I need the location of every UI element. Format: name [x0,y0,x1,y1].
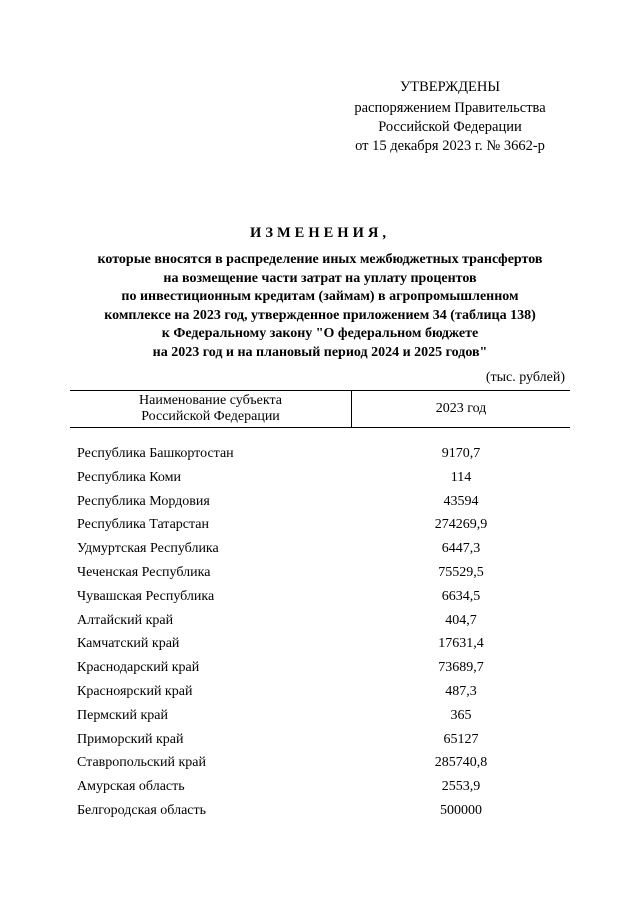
table-row [70,442,570,466]
approval-heading: УТВЕРЖДЕНЫ [399,79,501,95]
amount-value: 75529,5 [438,564,484,580]
subtitle-line: комплексе на 2023 год, утвержденное приложением 34 (таблица 138) [104,307,536,323]
amount-value: 404,7 [445,612,477,628]
region-name: Красноярский край [77,683,193,699]
region-name: Республика Башкортостан [77,446,234,461]
column-header-region [70,391,352,427]
table-row [70,632,570,656]
amount-value: 114 [450,469,472,485]
amount-value: 17631,4 [438,636,484,652]
column-header-line: Наименование субъекта [139,393,282,408]
table-row [70,656,570,680]
table-row [70,585,570,609]
table-row [70,704,570,728]
amount-value: 65127 [443,731,479,747]
table-row [70,799,570,823]
approval-line: Российской Федерации [378,119,522,135]
approval-line: от 15 декабря 2023 г. № 3662-р [355,138,545,154]
amount-value: 6447,3 [441,541,481,557]
amount-value: 500000 [440,802,482,818]
table-row [70,775,570,799]
region-name: Чеченская Республика [77,564,211,580]
amount-value: 285740,8 [434,755,488,771]
approval-line: распоряжением Правительства [354,100,546,116]
table-row [70,728,570,752]
region-name: Ставропольский край [77,755,206,771]
units-label: (тыс. рублей) [485,370,565,385]
amount-value: 6634,5 [441,588,481,604]
table-row [70,513,570,537]
amount-value: 73689,7 [438,660,484,676]
amount-value: 487,3 [445,683,477,699]
region-name: Республика Татарстан [77,517,210,533]
table-row [70,680,570,704]
amount-value: 2553,9 [441,779,481,795]
region-name: Республика Мордовия [77,493,210,509]
table-row [70,751,570,775]
subtitle-line: на 2023 год и на плановый период 2024 и 2025 годов" [152,344,488,360]
table-row [70,561,570,585]
amount-value: 274269,9 [434,517,488,533]
table-body [70,442,570,823]
region-name: Краснодарский край [77,660,200,676]
region-name: Чувашская Республика [77,588,215,604]
region-name: Республика Коми [77,469,181,485]
table-header [70,390,570,428]
region-name: Камчатский край [77,636,180,652]
table-row [70,490,570,514]
document-subtitle [60,251,580,362]
subtitle-line: которые вносятся в распределение иных межбюджетных трансфертов [97,252,543,267]
region-name: Удмуртская Республика [77,541,219,557]
amount-value: 43594 [443,493,479,509]
region-name: Пермский край [77,707,168,723]
amount-value: 365 [450,707,472,723]
subtitle-line: на возмещение части затрат на уплату процентов [163,270,477,286]
column-header-year: 2023 год [435,401,487,416]
table-row [70,537,570,561]
region-name: Амурская область [77,779,185,795]
column-header-line: Российской Федерации [141,409,280,424]
region-name: Алтайский край [77,612,174,628]
subtitle-line: к Федеральному закону "О федеральном бюджете [161,326,479,341]
approval-stamp [340,78,560,156]
table-row [70,609,570,633]
table-row [70,466,570,490]
region-name: Белгородская область [77,802,207,818]
amount-value: 9170,7 [441,446,481,461]
subtitle-line: по инвестиционным кредитам (займам) в агропромышленном [121,289,519,304]
region-name: Приморский край [77,731,184,747]
document-title: ИЗМЕНЕНИЯ, [250,225,390,241]
